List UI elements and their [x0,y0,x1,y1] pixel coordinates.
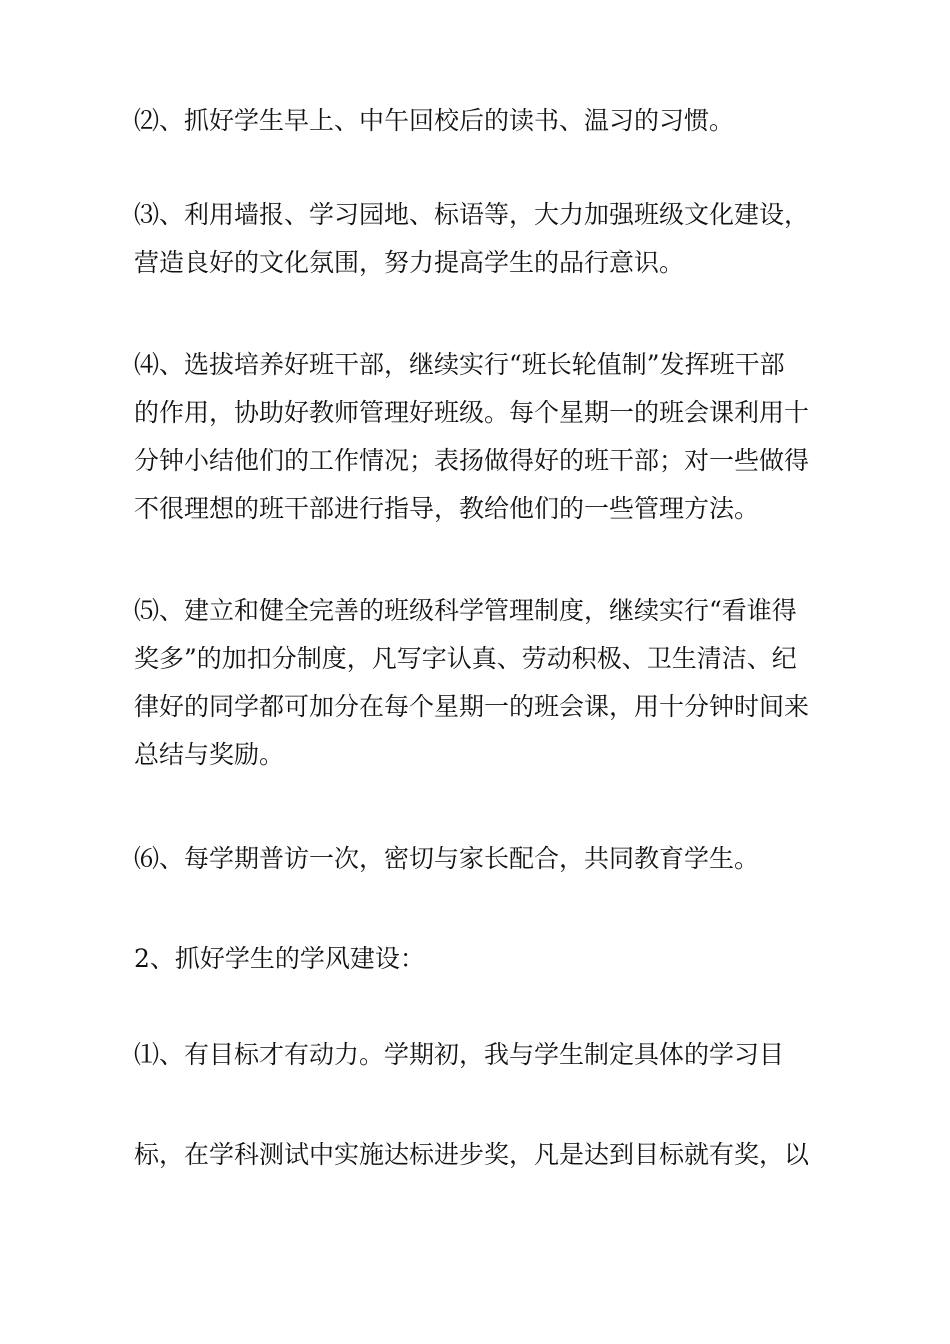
paragraph-item-2-2 [134,97,834,145]
paragraph-item-2-4 [134,341,834,533]
paragraph-item-3-1 [134,1031,834,1079]
text-line: ⑹、每学期普访一次，密切与家长配合，共同教育学生。 [134,844,760,873]
text-line: 的作用，协助好教师管理好班级。每个星期一的班会课利用十 [134,398,810,427]
text-line: 不很理想的班干部进行指导，教给他们的一些管理方法。 [134,494,760,523]
text-line: 2、抓好学生的学风建设： [134,944,425,973]
text-line: 分钟小结他们的工作情况；表扬做得好的班干部；对一些做得 [134,446,810,475]
text-line: ⑶、利用墙报、学习园地、标语等，大力加强班级文化建设， [134,200,810,229]
paragraph-continuation [134,1131,834,1179]
paragraph-item-2-6 [134,835,834,883]
text-line: 标，在学科测试中实施达标进步奖，凡是达到目标就有奖，以 [134,1140,810,1169]
text-line: ⑴、有目标才有动力。学期初，我与学生制定具体的学习目 [134,1040,785,1069]
text-line: 总结与奖励。 [134,740,285,769]
paragraph-item-2-5 [134,587,834,779]
text-line: ⑵、抓好学生早上、中午回校后的读书、温习的习惯。 [134,106,735,135]
text-line: 奖多”的加扣分制度，凡写字认真、劳动积极、卫生清洁、纪 [134,644,797,673]
text-line: 营造良好的文化氛围，努力提高学生的品行意识。 [134,248,685,277]
paragraph-item-2-3 [134,191,834,287]
section-heading-2 [134,935,834,983]
text-line: ⑷、选拔培养好班干部，继续实行“班长轮值制”发挥班干部 [134,350,785,379]
text-line: ⑸、建立和健全完善的班级科学管理制度，继续实行“看谁得 [134,596,797,625]
text-line: 律好的同学都可加分在每个星期一的班会课，用十分钟时间来 [134,692,810,721]
